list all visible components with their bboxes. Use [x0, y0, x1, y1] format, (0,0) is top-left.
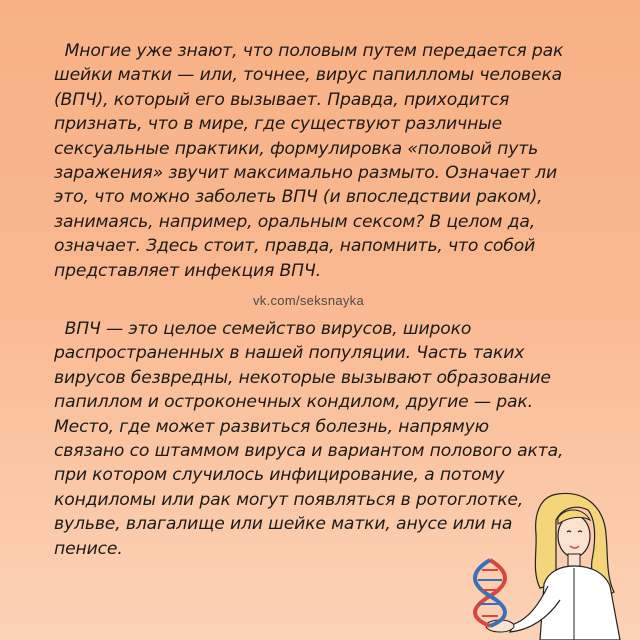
- paragraph-intro: Многие уже знают, что половым путем передается рак шейки матки — или, точнее, вирус папилломы человека (ВПЧ), который его вызывает. Правда, приходится признать, что в мире, где существуют различные сексуальные практики, формулировка «половой путь заражения» звучит максимально размыто. Означает ли это, что можно заболеть ВПЧ (и впоследствии раком), занимаясь, например, оральным сексом? В целом да, означает. Здесь стоит, правда, напомнить, что собой представляет инфекция ВПЧ.: [54, 41, 564, 281]
- woman-holding-dna-illustration: [470, 480, 640, 640]
- paragraph-hpv-family: ВПЧ — это целое семейство вирусов, широко распространенных в нашей популяции. Часть таких вирусов безвредны, некоторые вызывают образование папиллом и остроконечных кондилом, другие — рак. Место, где может развиться болезнь, напрямую связано со штаммом вируса и вариантом полового акта, при котором случилось инфицирование, а потому кондиломы или рак могут появляться в ротоглотке, вульве, влагалище или шейке матки, анусе или на пенисе.: [54, 319, 564, 559]
- dna-helix-icon: [475, 560, 505, 626]
- watermark[interactable]: vk.com/seksnayka: [253, 293, 365, 308]
